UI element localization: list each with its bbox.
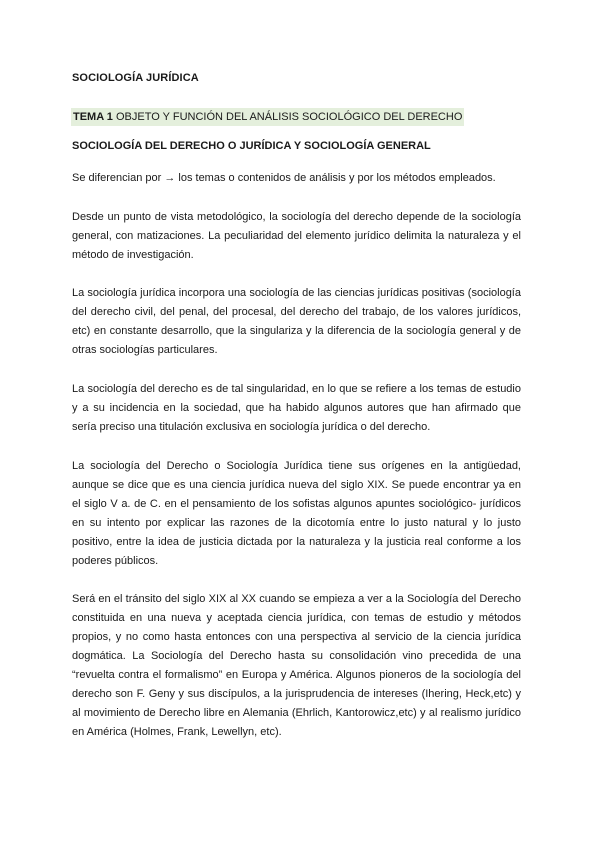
- paragraph-5: La sociología del Derecho o Sociología Jurídica tiene sus orígenes en la antigüedad, aunque se dice que es una ciencia jurídica nueva del siglo XIX. Se puede encontrar ya en el siglo V a. de C. en el pensamiento de los sofistas algunos apuntes sociológico- jurídicos en su intento por explicar las razones de la dicotomía entre lo justo natural y lo justo positivo, entre la idea de justicia dictada por la naturaleza y la justicia real conforme a los poderes públicos.: [72, 460, 521, 567]
- document-title: SOCIOLOGÍA JURÍDICA: [72, 72, 199, 84]
- paragraph-4: La sociología del derecho es de tal singularidad, en lo que se refiere a los temas de estudio y a su incidencia en la sociedad, que ha habido algunos autores que han afirmado que sería preciso una titulación exclusiva en sociología jurídica o del derecho.: [72, 383, 521, 433]
- section-heading: SOCIOLOGÍA DEL DERECHO O JURÍDICA Y SOCIOLOGÍA GENERAL: [72, 140, 431, 152]
- paragraph-3: La sociología jurídica incorpora una sociología de las ciencias jurídicas positivas (sociología del derecho civil, del penal, del procesal, del derecho del trabajo, de los valores jurídicos, etc) en constante desarrollo, que la singulariza y la diferencia de la sociología general y de otras sociologías particulares.: [72, 287, 521, 356]
- tema-heading: [71, 108, 464, 126]
- tema-label: TEMA 1: [73, 111, 113, 123]
- paragraph-2: Desde un punto de vista metodológico, la sociología del derecho depende de la sociología general, con matizaciones. La peculiaridad del elemento jurídico delimita la naturaleza y el método de investigación.: [72, 211, 521, 261]
- paragraph-1: Se diferencian por → los temas o contenidos de análisis y por los métodos empleados.: [72, 172, 496, 184]
- paragraph-6: Será en el tránsito del siglo XIX al XX cuando se empieza a ver a la Sociología del Derecho constituida en una nueva y aceptada ciencia jurídica, con temas de estudio y métodos propios, y no como hasta entonces con una perspectiva al servicio de la ciencia jurídica dogmática. La Sociología del Derecho hasta su consolidación vino precedida de una “revuelta contra el formalismo” en Europa y América. Algunos pioneros de la sociología del derecho son F. Geny y sus discípulos, a la jurisprudencia de intereses (Ihering, Heck,etc) y al movimiento de Derecho libre en Alemania (Ehrlich, Kantorowicz,etc) y al realismo jurídico en América (Holmes, Frank, Lewellyn, etc).: [72, 593, 521, 738]
- tema-text: OBJETO Y FUNCIÓN DEL ANÁLISIS SOCIOLÓGICO DEL DERECHO: [112, 111, 463, 123]
